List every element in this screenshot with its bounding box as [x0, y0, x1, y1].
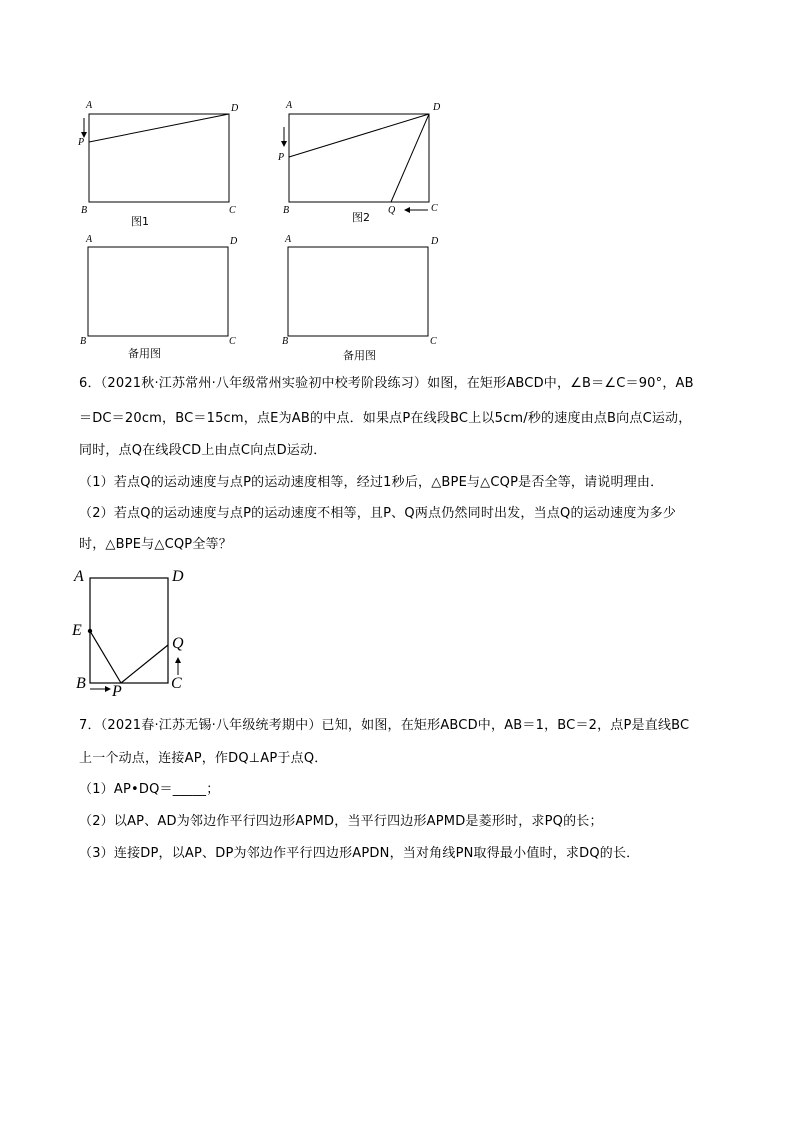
figure-5: [68, 565, 198, 700]
figure-3-diagram: [78, 233, 248, 365]
label-a: A: [286, 100, 293, 111]
label-q: Q: [172, 635, 184, 652]
problem-6-question-2a: （2）若点Q的运动速度与点P的运动速度不相等，且P、Q两点仍然同时出发，当点Q的运动速度为多少: [79, 506, 677, 521]
problem-7-line-2: 上一个动点，连接AP，作DQ⊥AP于点Q．: [79, 751, 328, 766]
label-e: E: [72, 622, 82, 639]
label-b: B: [76, 675, 86, 692]
label-p: P: [78, 137, 85, 148]
label-c: C: [171, 675, 182, 692]
label-p: P: [278, 152, 285, 163]
label-b: B: [80, 336, 87, 347]
label-c: C: [430, 336, 437, 347]
label-d: D: [433, 102, 441, 113]
problem-6-line-3: 同时，点Q在线段CD上由点C向点D运动．: [79, 443, 327, 458]
problem-6-question-2b: 时，△BPE与△CQP全等？: [79, 537, 232, 552]
label-d: D: [172, 568, 184, 585]
problem-6-line-1: 6．（2021秋·江苏常州·八年级常州实验初中校考阶段练习）如图，在矩形ABCD中，∠B＝∠C＝90°，AB: [79, 376, 694, 391]
figure-4-caption: 备用图: [343, 349, 376, 362]
problem-6-line-2: ＝DC＝20cm，BC＝15cm，点E为AB的中点．如果点P在线段BC上以5cm/秒的速度由点B向点C运动，: [79, 411, 692, 426]
figure-3-caption: 备用图: [128, 347, 161, 360]
label-d: D: [230, 236, 238, 247]
label-d: D: [431, 236, 439, 247]
problem-7-line-1: 7．（2021春·江苏无锡·八年级统考期中）已知，如图，在矩形ABCD中，AB＝1，BC＝2，点P是直线BC: [79, 718, 690, 733]
problem-6-question-1: （1）若点Q的运动速度与点P的运动速度相等，经过1秒后，△BPE与△CQP是否全等，请说明理由．: [79, 475, 664, 490]
figure-4-diagram: [278, 233, 448, 365]
label-a: A: [285, 234, 292, 245]
label-b: B: [282, 336, 289, 347]
figure-1: [78, 100, 248, 230]
label-a: A: [86, 100, 93, 111]
label-c: C: [431, 203, 438, 214]
figure-2: [278, 100, 448, 230]
figure-3: [78, 233, 248, 365]
figure-1-caption: 图1: [131, 215, 149, 228]
figure-2-caption: 图2: [352, 211, 370, 224]
figure-1-diagram: [78, 100, 248, 230]
label-c: C: [229, 205, 236, 216]
label-c: C: [229, 336, 236, 347]
problem-7-question-3: （3）连接DP，以AP、DP为邻边作平行四边形APDN，当对角线PN取得最小值时，求DQ的长．: [79, 846, 640, 861]
label-d: D: [231, 103, 239, 114]
label-a: A: [74, 568, 84, 585]
label-b: B: [81, 205, 88, 216]
label-a: A: [86, 234, 93, 245]
problem-7-question-1: （1）AP•DQ＝_____；: [79, 782, 220, 797]
label-q: Q: [388, 205, 396, 216]
label-p: P: [112, 683, 122, 700]
label-b: B: [283, 205, 290, 216]
figure-4: [278, 233, 448, 365]
problem-7-question-2: （2）以AP、AD为邻边作平行四边形APMD，当平行四边形APMD是菱形时，求PQ的长；: [79, 814, 603, 829]
